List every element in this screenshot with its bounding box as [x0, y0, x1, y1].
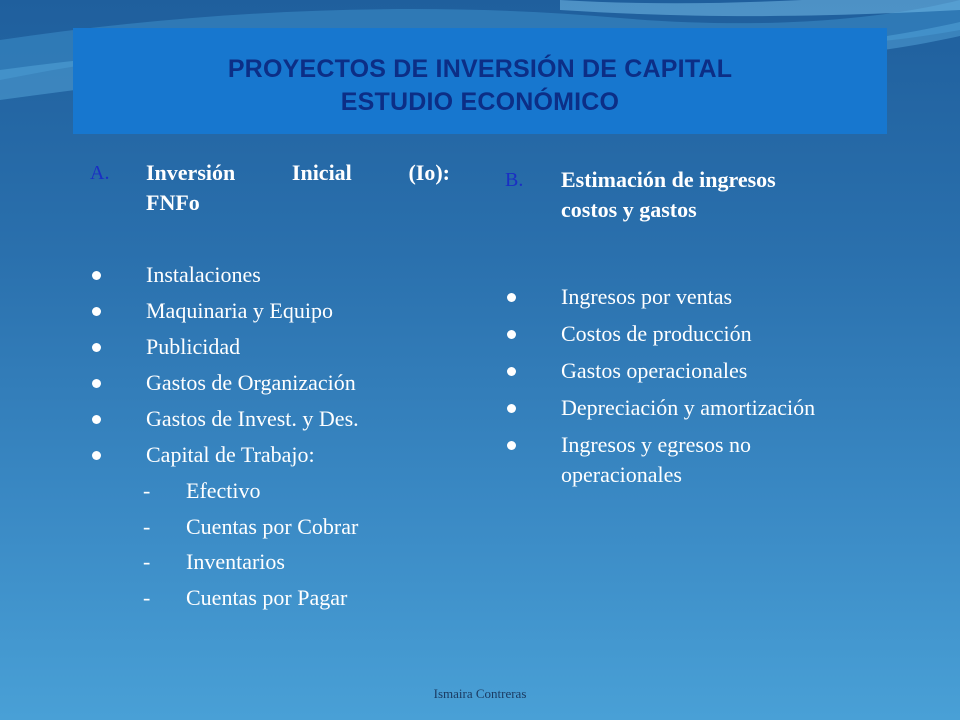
slide-title: PROYECTOS DE INVERSIÓN DE CAPITAL — [227, 55, 733, 83]
dash-marker: - — [143, 584, 151, 610]
list-item: Maquinaria y Equipo — [90, 296, 450, 326]
list-item: Ingresos por ventas — [505, 282, 865, 312]
section-a-heading-word-2: Inicial — [291, 160, 352, 185]
section-a-heading-word-1: Inversión — [146, 160, 236, 185]
section-a-list — [90, 260, 450, 470]
list-item: Instalaciones — [90, 260, 450, 290]
section-b-heading-line2: costos y gastos — [561, 197, 697, 222]
footer-author: Ismaira Contreras — [433, 686, 527, 701]
dash-marker: - — [143, 513, 151, 539]
list-item: Ingresos y egresos no operacionales — [505, 430, 865, 490]
sub-list-item: - Efectivo — [90, 476, 450, 506]
title-banner — [73, 28, 887, 134]
sub-list-item: - Cuentas por Cobrar — [90, 512, 450, 542]
bullet-icon — [507, 367, 516, 376]
bullet-icon — [507, 293, 516, 302]
section-b-list — [505, 282, 865, 490]
section-b-column — [505, 165, 865, 497]
section-b-heading-line1: Estimación de ingresos — [561, 167, 776, 192]
sub-list-item: - Inventarios — [90, 547, 450, 577]
bullet-icon — [507, 330, 516, 339]
dash-marker: - — [143, 549, 151, 574]
bullet-icon — [507, 441, 516, 450]
section-a-heading — [90, 158, 450, 218]
slide-subtitle: ESTUDIO ECONÓMICO — [340, 88, 620, 116]
list-item: Gastos operacionales — [505, 356, 865, 386]
list-item: Capital de Trabajo: — [90, 440, 450, 470]
bullet-icon — [507, 404, 516, 413]
section-b-letter: B. — [505, 169, 524, 191]
bullet-icon — [92, 415, 101, 424]
list-item: Costos de producción — [505, 319, 865, 349]
section-a-heading-word-3: (Io): — [408, 160, 450, 185]
bullet-icon — [92, 451, 101, 460]
sub-list-item: - Cuentas por Pagar — [90, 583, 450, 613]
bullet-icon — [92, 307, 101, 316]
list-item: Publicidad — [90, 332, 450, 362]
list-item: Gastos de Organización — [90, 368, 450, 398]
dash-marker: - — [143, 478, 151, 503]
section-a-heading-line2: FNFo — [146, 190, 200, 215]
list-item: Gastos de Invest. y Des. — [90, 404, 450, 434]
capital-de-trabajo-sublist — [90, 476, 450, 613]
bullet-icon — [92, 343, 101, 352]
section-b-heading — [505, 165, 865, 225]
bullet-icon — [92, 271, 101, 280]
section-a-column — [90, 158, 450, 618]
list-item: Depreciación y amortización — [505, 393, 865, 423]
section-a-letter: A. — [90, 162, 110, 184]
bullet-icon — [92, 379, 101, 388]
